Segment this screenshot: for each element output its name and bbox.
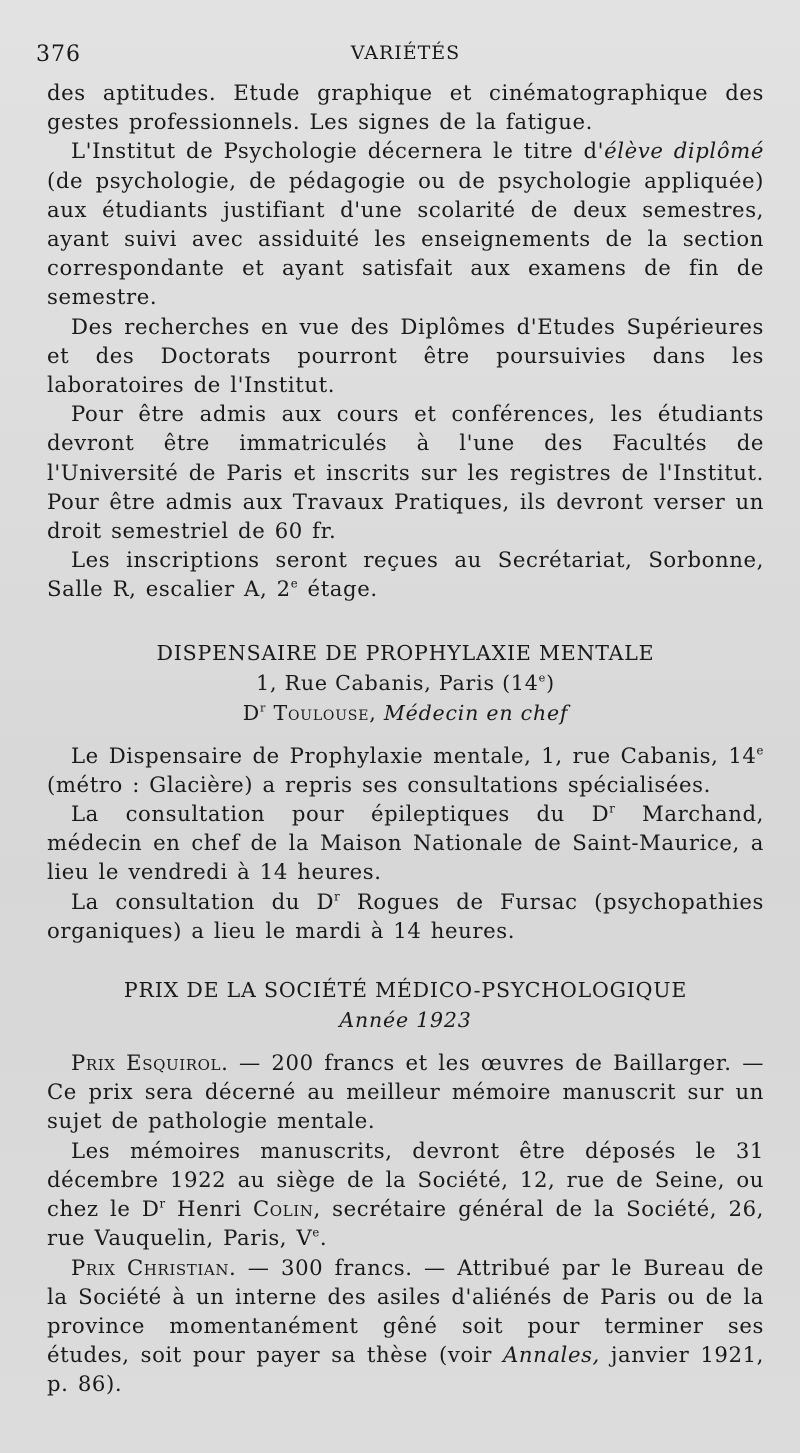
prix-title: PRIX DE LA SOCIÉTÉ MÉDICO-PSYCHOLOGIQUE (123, 978, 688, 1003)
intro-paragraph-1 (47, 78, 764, 136)
intro-paragraph-3-text: Des recherches en vue des Diplômes d'Etudes Supérieures et des Doctorats pourront être poursuivies dans les laboratoires de l'Institut. (47, 313, 764, 398)
intro-paragraph-4-text: Pour être admis aux cours et conférences, les étudiants devront être immatriculés à l'une des Facultés de l'Université de Paris et inscrits sur les registres de l'Institut. Pour être admis aux Travaux Pratiques, ils devront verser un droit semestriel de 60 fr. (47, 401, 764, 544)
dispensaire-doctor (47, 698, 764, 728)
dispensaire-paragraph-3-a: La consultation du D (71, 888, 335, 914)
intro-paragraph-2 (47, 136, 764, 311)
prix-christian-name: Prix Christian. (71, 1254, 237, 1280)
prix-deposit-b: Henri (165, 1196, 253, 1222)
dispensaire-paragraph-2-b: Marchand, médecin en chef de la Maison Nationale de Saint-Maurice, a lieu le vendredi à 14 heures. (47, 801, 764, 885)
doctor-role: Médecin en chef (383, 700, 569, 725)
prix-deposit-sup: r (159, 1196, 166, 1211)
prix-section (47, 975, 764, 1398)
prix-christian-italic: Annales, (502, 1342, 600, 1368)
intro-paragraph-2-text-b: (de psychologie, de pédagogie ou de psychologie appliquée) aux étudiants justifiant d'une scolarité de deux semestres, ayant suivi avec assiduité les enseignements de la section correspondante et ayant satisfait aux examens de fin de semestre. (47, 167, 764, 310)
intro-paragraph-1-text: des aptitudes. Etude graphique et cinématographique des gestes professionnels. Les signes de la fatigue. (47, 80, 764, 135)
dispensaire-paragraph-2-a: La consultation pour épileptiques du D (71, 801, 610, 827)
intro-paragraph-4 (47, 399, 764, 545)
doctor-sup: r (259, 701, 267, 715)
prix-christian-paragraph (47, 1253, 764, 1399)
prix-deposit-d: . (319, 1225, 328, 1251)
prix-deposit-a: Les mémoires manuscrits, devront être déposés le 31 décembre 1922 au siège de la Société, 12, rue de Seine, ou chez le D (47, 1137, 764, 1222)
dispensaire-paragraph-3-sup: r (334, 888, 341, 903)
intro-paragraph-2-italic: élève diplômé (604, 138, 764, 164)
dispensaire-paragraph-1-sup: e (756, 742, 764, 757)
prix-deposit-paragraph (47, 1136, 764, 1253)
prix-deposit-name: Colin (252, 1196, 314, 1222)
intro-paragraph-5-sup: e (290, 576, 299, 591)
page-number: 376 (36, 42, 81, 67)
dispensaire-section (47, 638, 764, 945)
prix-esquirol-paragraph (47, 1048, 764, 1136)
dispensaire-title: DISPENSAIRE DE PROPHYLAXIE MENTALE (156, 640, 655, 665)
dispensaire-address-b: ) (546, 670, 555, 695)
intro-paragraph-5-text-b: étage. (298, 576, 378, 602)
intro-paragraph-5 (47, 545, 764, 603)
dispensaire-paragraph-3 (47, 887, 764, 945)
dispensaire-paragraph-2-sup: r (609, 801, 616, 816)
dispensaire-paragraph-1-b: (métro : Glacière) a repris ses consultations spécialisées. (47, 771, 711, 797)
prix-deposit-sup2: e (312, 1225, 320, 1240)
dispensaire-address-sup: e (538, 671, 547, 685)
running-title: VARIÉTÉS (350, 42, 461, 64)
dispensaire-address (47, 668, 764, 698)
running-head (36, 38, 764, 78)
prix-esquirol-name: Prix Esquirol. (71, 1050, 229, 1076)
prix-christian-a: — 300 francs. — Attribué par le Bureau de la Société à un interne des asiles d'aliénés de Paris ou de la province momentanément gêné soit pour terminer ses études, soit pour payer sa thèse (voir (47, 1254, 764, 1368)
intro-paragraph-2-text-a: L'Institut de Psychologie décernera le titre d' (71, 138, 605, 164)
prix-deposit-c: , secrétaire général de la Société, 26, rue Vauquelin, Paris, V (47, 1196, 764, 1251)
dispensaire-paragraph-3-b: Rogues de Fursac (psychopathies organiques) a lieu le mardi à 14 heures. (47, 888, 764, 943)
dispensaire-address-a: 1, Rue Cabanis, Paris (14 (256, 670, 539, 695)
doctor-name: Toulouse, (273, 700, 377, 725)
doctor-prefix: D (242, 700, 260, 725)
dispensaire-paragraph-1-a: Le Dispensaire de Prophylaxie mentale, 1, rue Cabanis, 14 (71, 742, 757, 768)
prix-christian-b: janvier 1921, p. 86). (47, 1342, 764, 1397)
dispensaire-paragraph-1 (47, 741, 764, 799)
prix-esquirol-text: — 200 francs et les œuvres de Baillarger. — Ce prix sera décerné au meilleur mémoire manuscrit sur un sujet de pathologie mentale. (47, 1050, 764, 1134)
intro-paragraph-3 (47, 312, 764, 400)
intro-paragraph-5-text-a: Les inscriptions seront reçues au Secrétariat, Sorbonne, Salle R, escalier A, 2 (47, 547, 764, 602)
prix-year: Année 1923 (339, 1008, 472, 1033)
dispensaire-paragraph-2 (47, 799, 764, 887)
